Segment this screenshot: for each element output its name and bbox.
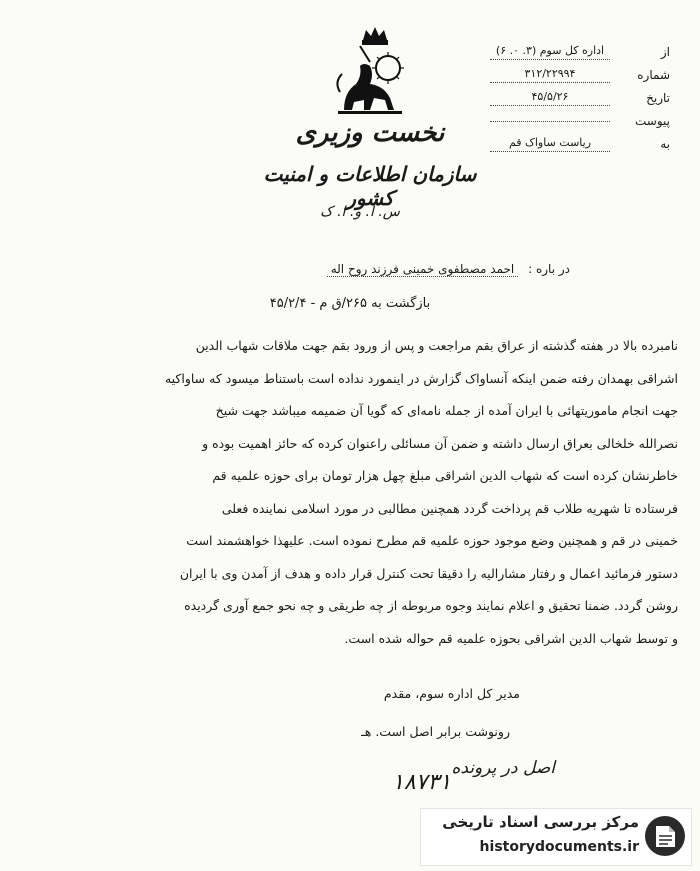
letterhead-subtitle: سازمان اطلاعات و امنیت کشور <box>263 162 477 210</box>
body-line: و توسط شهاب الدین اشراقی بحوزه علمیه قم حواله شده است. <box>344 630 678 646</box>
watermark-url: historydocuments.ir <box>479 839 639 855</box>
body-line: نامبرده بالا در هفته گذشته از عراق بقم مراجعت و پس از ورود بقم جهت ملاقات شهاب الدین <box>195 338 678 353</box>
watermark-title: مرکز بررسی اسناد تاریخی <box>442 813 639 831</box>
lion-and-sun-emblem-icon <box>330 22 420 122</box>
department-code: س. ا. و. ا. ک <box>320 204 400 220</box>
watermark-logo <box>420 808 692 866</box>
header-field-attachment <box>490 109 670 132</box>
header-field-value: ریاست ساواک قم <box>490 136 610 152</box>
subject-line <box>270 262 570 276</box>
handwritten-number: ۱۸۷۳۱ <box>392 770 452 795</box>
signer-line: مدیر کل اداره سوم، مقدم <box>383 686 520 701</box>
header-field-label: به <box>660 136 670 151</box>
header-field-number <box>490 63 670 86</box>
header-field-label: پیوست <box>635 113 670 128</box>
body-line: جهت انجام ماموریتهائی با ایران آمده از جمله نامه‌ای که گویا آن ضمیمه میباشد جهت شیخ <box>215 403 678 418</box>
header-field-value <box>490 119 610 122</box>
copy-certification: رونوشت برابر اصل است. هـ <box>361 724 510 739</box>
body-line: نصرالله خلخالی بعراق ارسال داشته و ضمن آن مسائلی راعنوان کرده که حائز اهمیت بوده و <box>202 435 678 451</box>
header-field-from <box>490 40 670 63</box>
body-line: اشراقی بهمدان رفته ضمن اینکه آنساواک گزارش در اینمورد نداده است باستناط میسود که ساواکیه <box>164 370 678 386</box>
letter-body <box>38 330 678 655</box>
header-field-to <box>490 132 670 155</box>
header-field-label: از <box>660 44 670 59</box>
header-field-label: شماره <box>637 67 670 82</box>
header-field-date <box>490 86 670 109</box>
header-fields <box>490 40 670 155</box>
subject-value: احمد مصطفوی خمینی فرزند روح اله <box>327 262 519 277</box>
header-field-value: اداره کل سوم (۳. ۰. ۶) <box>490 44 610 60</box>
header-field-value: ۴۵/۵/۲۶ <box>490 90 610 106</box>
reference-line: بازگشت به ۲۶۵/ق م - ۴۵/۲/۴ <box>269 296 431 311</box>
body-line: خمینی در قم و همچنین وضع موجود حوزه علمیه قم مطرح نموده است. علیهذا خواهشمند است <box>186 533 678 548</box>
body-line: دستور فرمائید اعمال و رفتار مشارالیه را دقیقا تحت کنترل قرار داده و هدف از آمدن وی با ایران <box>179 565 678 581</box>
body-line: خاطرنشان کرده است که شهاب الدین اشراقی مبلغ چهل هزار تومان برای حوزه علمیه قم <box>212 468 678 483</box>
header-field-value: ۳۱۲/۲۲۹۹۴ <box>490 67 610 83</box>
letterhead-title: نخست وزیری <box>295 118 445 148</box>
handwritten-note: اصل در پرونده <box>451 758 555 778</box>
body-line: روشن گردد. ضمنا تحقیق و اعلام نمایند وجوه مربوطه از چه طریقی و چه نحو جمع آوری گردیده <box>184 598 678 613</box>
subject-label: در باره : <box>528 262 570 276</box>
body-line: فرستاده تا شهریه طلاب قم پرداخت گردد همچنین مطالبی در مورد اسلامی نماینده فعلی <box>221 500 678 516</box>
archive-document-icon <box>643 813 687 859</box>
header-field-label: تاریخ <box>646 90 670 105</box>
